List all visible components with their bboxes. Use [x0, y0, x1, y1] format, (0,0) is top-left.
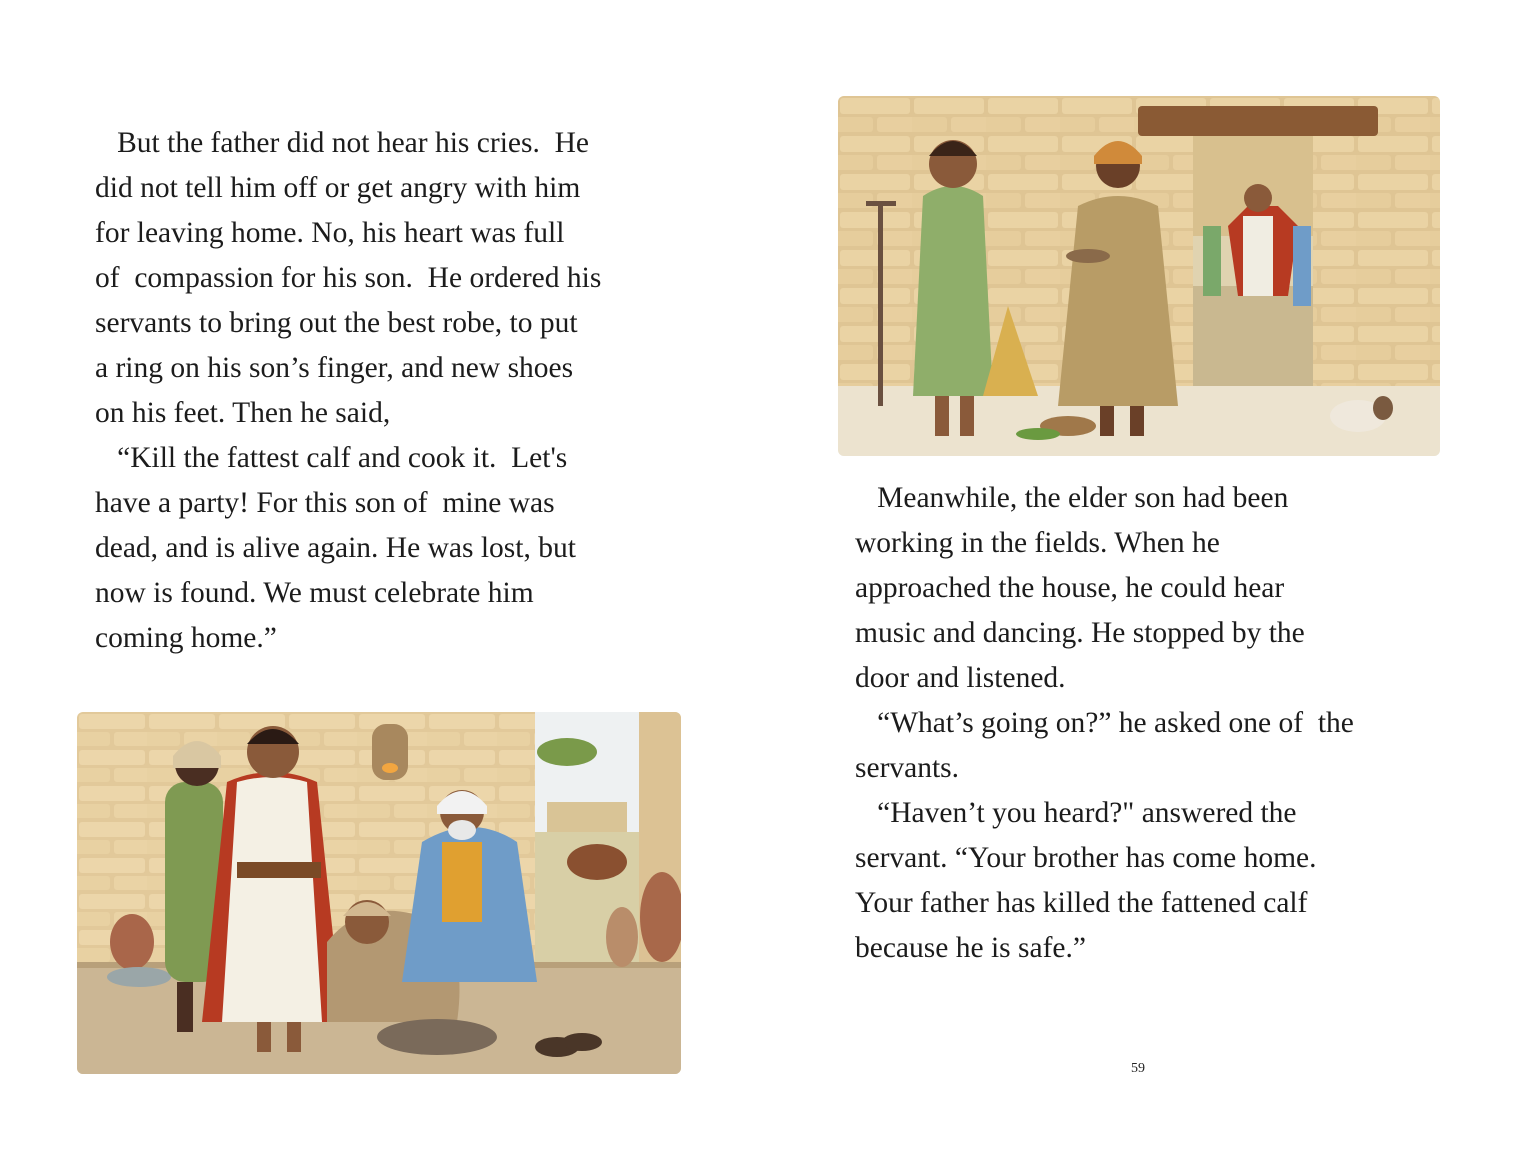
- text-line: because he is safe.”: [855, 932, 1086, 964]
- text-line: dead, and is alive again. He was lost, but: [95, 532, 576, 564]
- text-line: did not tell him off or get angry with him: [95, 172, 581, 204]
- text-line: servants to bring out the best robe, to put: [95, 307, 578, 339]
- text-line: “Haven’t you heard?" answered the: [855, 797, 1297, 829]
- robing-the-son-illustration: [77, 712, 681, 1074]
- text-line: But the father did not hear his cries. He: [95, 127, 589, 159]
- text-line: Your father has killed the fattened calf: [855, 887, 1308, 919]
- text-line: “Kill the fattest calf and cook it. Let's: [95, 442, 568, 474]
- text-line: working in the fields. When he: [855, 527, 1220, 559]
- text-line: door and listened.: [855, 662, 1066, 694]
- text-line: on his feet. Then he said,: [95, 397, 391, 429]
- elder-son-at-door-illustration: [838, 96, 1440, 456]
- text-line: “What’s going on?” he asked one of the: [855, 707, 1354, 739]
- text-line: music and dancing. He stopped by the: [855, 617, 1305, 649]
- text-line: for leaving home. No, his heart was full: [95, 217, 565, 249]
- text-line: approached the house, he could hear: [855, 572, 1285, 604]
- text-line: a ring on his son’s finger, and new shoes: [95, 352, 574, 384]
- right-page-text: [855, 476, 1455, 971]
- text-line: of compassion for his son. He ordered his: [95, 262, 602, 294]
- text-line: coming home.”: [95, 622, 277, 654]
- text-line: servants.: [855, 752, 960, 784]
- text-line: Meanwhile, the elder son had been: [855, 482, 1289, 514]
- left-page-text: [95, 121, 695, 661]
- text-line: now is found. We must celebrate him: [95, 577, 534, 609]
- text-line: have a party! For this son of mine was: [95, 487, 555, 519]
- text-line: servant. “Your brother has come home.: [855, 842, 1317, 874]
- page-number: 59: [1131, 1061, 1145, 1076]
